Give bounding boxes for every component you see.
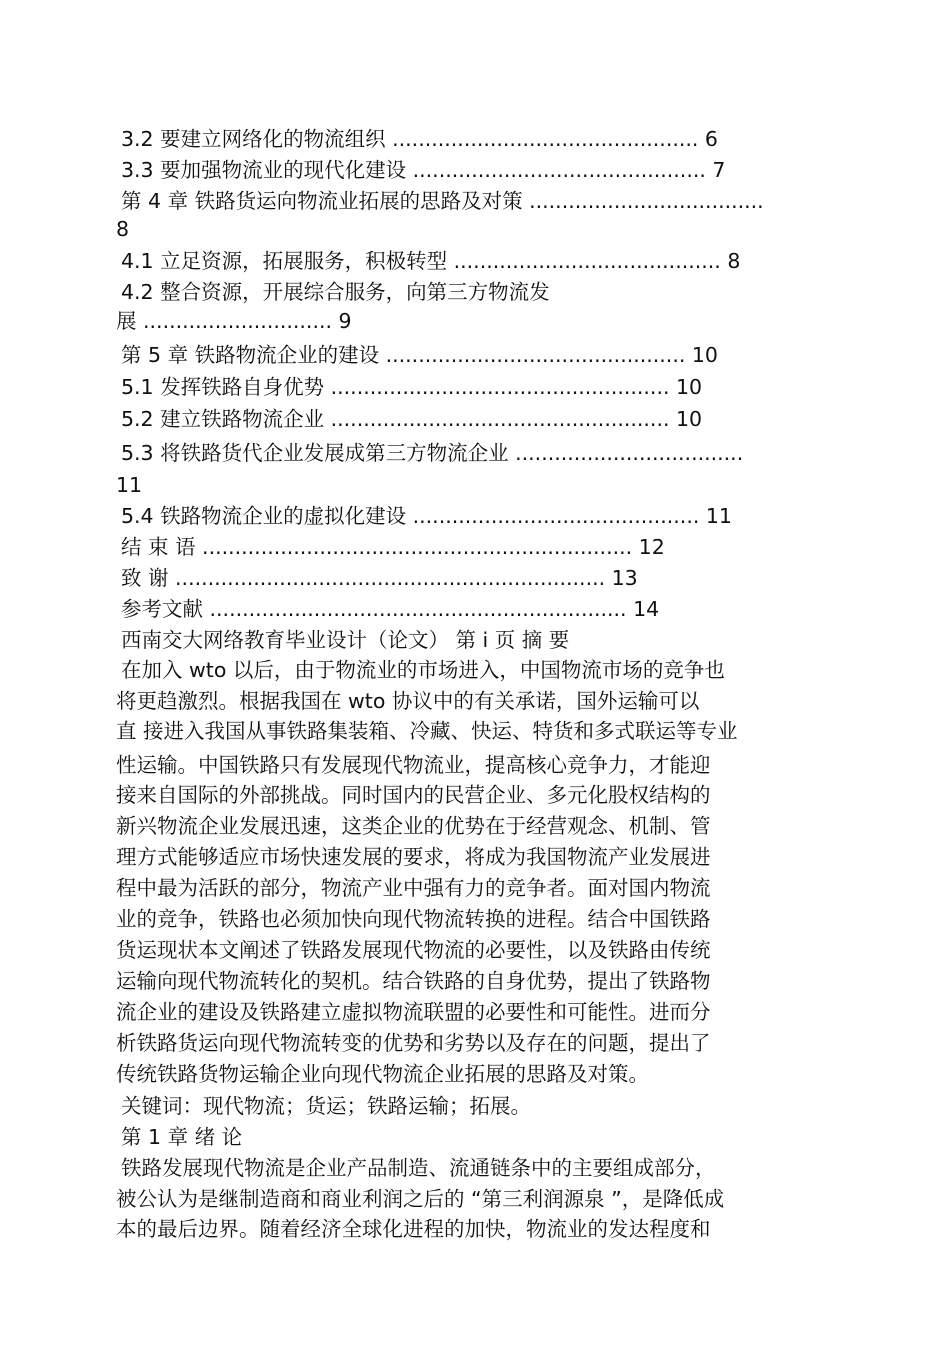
abstract-line: 货运现状本文阐述了铁路发展现代物流的必要性，以及铁路由传统	[116, 938, 711, 962]
toc-entry-4-1: 4.1 立足资源，拓展服务，积极转型 ......................................... 8	[121, 249, 741, 273]
abstract-line: 析铁路货运向现代物流转变的优势和劣势以及存在的问题，提出了	[116, 1031, 711, 1055]
keywords: 关键词：现代物流；货运；铁路运输；拓展。	[121, 1094, 531, 1118]
abstract-line: 接来自国际的外部挑战。同时国内的民营企业、多元化股权结构的	[116, 783, 711, 807]
toc-entry-5-2: 5.2 建立铁路物流企业 .................................................... 10	[121, 407, 703, 431]
abstract-line: 直 接进入我国从事铁路集装箱、冷藏、快运、特货和多式联运等专业	[116, 719, 738, 743]
toc-entry-conclusion: 结 束 语 .................................................................. 12	[121, 535, 665, 559]
toc-entry-acknowledgement: 致 谢 .................................................................. 13	[121, 566, 638, 590]
toc-entry-4-2-cont: 展 ............................. 9	[116, 309, 352, 333]
chapter-title: 第 1 章 绪 论	[121, 1125, 243, 1149]
abstract-line: 流企业的建设及铁路建立虚拟物流联盟的必要性和可能性。进而分	[116, 1000, 711, 1024]
toc-entry-5-1: 5.1 发挥铁路自身优势 .................................................... 10	[121, 375, 703, 399]
toc-entry-3-2: 3.2 要建立网络化的物流组织 ............................................... 6	[121, 127, 718, 151]
abstract-line: 性运输。中国铁路只有发展现代物流业，提高核心竞争力，才能迎	[116, 753, 711, 777]
toc-entry-5-4: 5.4 铁路物流企业的虚拟化建设 ............................................ 11	[121, 504, 732, 528]
chapter-body-line: 被公认为是继制造商和商业利润之后的 “第三利润源泉 ”，是降低成	[116, 1187, 725, 1211]
abstract-line: 运输向现代物流转化的契机。结合铁路的自身优势，提出了铁路物	[116, 969, 711, 993]
abstract-line: 传统铁路货物运输企业向现代物流企业拓展的思路及对策。	[116, 1062, 649, 1086]
toc-entry-references: 参考文献 ................................................................ 14	[121, 597, 660, 621]
toc-entry-4-2: 4.2 整合资源，开展综合服务，向第三方物流发	[121, 280, 550, 304]
toc-page-number: 8	[116, 217, 130, 241]
page-header: 西南交大网络教育毕业设计（论文） 第 i 页 摘 要	[121, 628, 570, 652]
toc-entry-chapter-5: 第 5 章 铁路物流企业的建设 .............................................. 10	[121, 343, 718, 367]
chapter-body-line: 本的最后边界。随着经济全球化进程的加快，物流业的发达程度和	[116, 1217, 711, 1241]
abstract-line: 将更趋激烈。根据我国在 wto 协议中的有关承诺，国外运输可以	[116, 689, 700, 713]
toc-entry-5-3: 5.3 将铁路货代企业发展成第三方物流企业 ...................................	[121, 441, 744, 465]
abstract-line: 新兴物流企业发展迅速，这类企业的优势在于经营观念、机制、管	[116, 814, 711, 838]
toc-entry-3-3: 3.3 要加强物流业的现代化建设 ............................................. 7	[121, 158, 726, 182]
toc-entry-chapter-4: 第 4 章 铁路货运向物流业拓展的思路及对策 ....................................	[121, 189, 764, 213]
abstract-line: 程中最为活跃的部分，物流产业中强有力的竞争者。面对国内物流	[116, 876, 711, 900]
toc-page-number: 11	[116, 473, 143, 497]
chapter-body-line: 铁路发展现代物流是企业产品制造、流通链条中的主要组成部分，	[121, 1156, 716, 1180]
abstract-line: 理方式能够适应市场快速发展的要求，将成为我国物流产业发展进	[116, 845, 711, 869]
abstract-line: 在加入 wto 以后，由于物流业的市场进入，中国物流市场的竞争也	[121, 658, 725, 682]
abstract-line: 业的竞争，铁路也必须加快向现代物流转换的进程。结合中国铁路	[116, 907, 711, 931]
